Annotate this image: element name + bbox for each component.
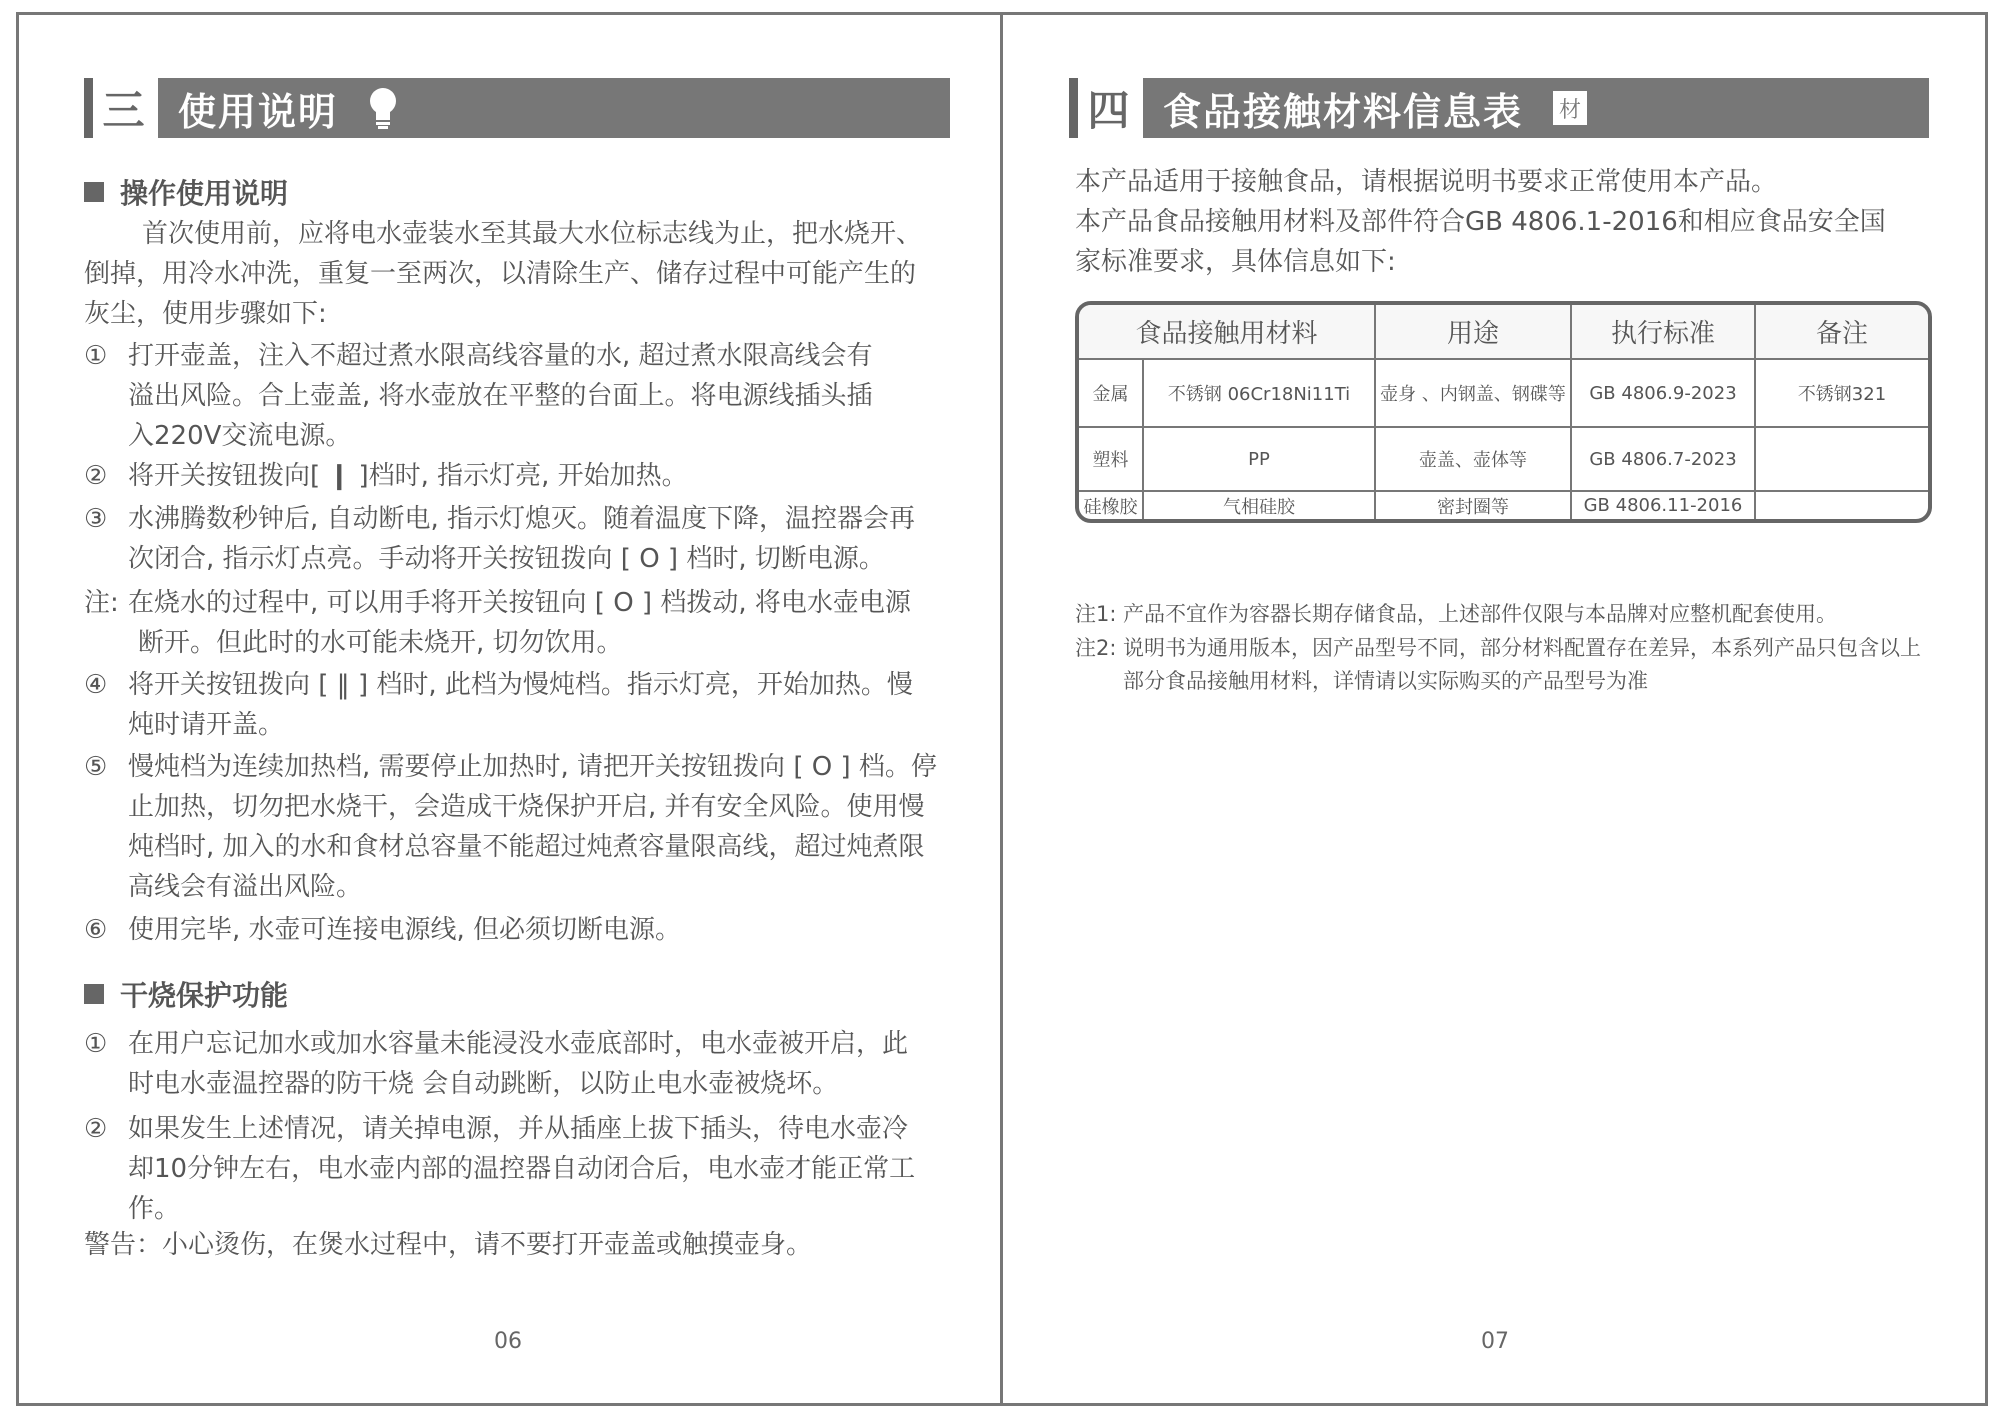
table-header: 食品接触用材料 [1079,305,1375,359]
step-number: ② [84,461,108,491]
material-name: 气相硅胶 [1143,491,1375,519]
step-item [84,747,964,907]
section-title-bar [158,78,950,138]
section-title-bar [1143,78,1929,138]
section-number: 三 [84,78,154,138]
table-row [1079,491,1928,519]
intro-line: 家标准要求，具体信息如下: [1075,247,1396,277]
operation-heading [84,172,288,212]
note-line: 产品不宜作为容器长期存储食品，上述部件仅限与本品牌对应整机配套使用。 [1123,602,1837,626]
material-use: 密封圈等 [1375,491,1571,519]
step-line: 高线会有溢出风险。 [128,872,363,902]
step-item [84,665,964,745]
material-category: 硅橡胶 [1079,491,1143,519]
step-number: ② [84,1114,108,1144]
dry-burn-heading [84,974,288,1014]
bulb-icon [368,88,398,128]
step-line: 将开关按钮拨向 [ ‖ ] 档时, 此档为慢炖档。指示灯亮，开始加热。慢 [128,670,913,700]
material-remark: 不锈钢321 [1755,359,1928,427]
table-row [1079,427,1928,491]
intro-line: 本产品食品接触用材料及部件符合GB 4806.1-2016和相应食品安全国 [1075,207,1886,237]
table-header: 备注 [1755,305,1928,359]
material-icon: 材 [1553,91,1587,125]
note-line: 说明书为通用版本，因产品型号不同，部分材料配置存在差异，本系列产品只包含以上 [1123,636,1921,660]
section-title: 使用说明 [178,89,339,134]
note-line: 断开。但此时的水可能未烧开, 切勿饮用。 [138,628,623,658]
step-item [84,456,964,496]
operation-intro [84,214,974,334]
section-number: 四 [1069,78,1139,138]
intro-line: 倒掉，用冷水冲洗，重复一至两次，以清除生产、储存过程中可能产生的 [84,259,917,289]
material-remark [1755,427,1928,491]
right-page [1003,12,1985,1406]
step-line: 炖时请开盖。 [128,710,285,740]
note-line: 在烧水的过程中, 可以用手将开关按钮向 [ O ] 档拨动, 将电水壶电源 [128,588,911,618]
intro-line: 首次使用前，应将电水壶装水至其最大水位标志线为止，把水烧开、 [142,219,923,249]
step-line: 作。 [128,1194,181,1224]
section-title: 食品接触材料信息表 [1163,89,1524,134]
step-number: ① [84,1029,108,1059]
step-line: 时电水壶温控器的防干烧 会自动跳断，以防止电水壶被烧坏。 [128,1069,839,1099]
intro-line: 本产品适用于接触食品，请根据说明书要求正常使用本产品。 [1075,167,1778,197]
left-page [19,12,1000,1406]
warning-text: 警告：小心烫伤，在煲水过程中，请不要打开壶盖或触摸壶身。 [84,1230,813,1260]
material-name: PP [1143,427,1375,491]
step-line: 在用户忘记加水或加水容量未能浸没水壶底部时，电水壶被开启，此 [128,1029,909,1059]
step-line: 炖档时, 加入的水和食材总容量不能超过炖煮容量限高线，超过炖煮限 [128,832,925,862]
table-header: 执行标准 [1571,305,1755,359]
table-note [1075,632,1955,698]
table-header: 用途 [1375,305,1571,359]
page-number: 07 [1481,1329,1509,1354]
material-category: 塑料 [1079,427,1143,491]
operation-note [84,583,964,663]
step-number: ⑤ [84,752,108,782]
food-contact-table [1075,301,1932,523]
operation-heading-text: 操作使用说明 [120,177,289,210]
material-category: 金属 [1079,359,1143,427]
material-standard: GB 4806.9-2023 [1571,359,1755,427]
section-header [84,78,950,138]
dry-burn-item [84,1024,964,1104]
page-number: 06 [494,1329,522,1354]
step-line: 溢出风险。合上壶盖, 将水壶放在平整的台面上。将电源线插头插 [128,381,873,411]
step-number: ④ [84,670,108,700]
step-item [84,336,964,456]
material-standard: GB 4806.7-2023 [1571,427,1755,491]
step-line: 打开壶盖，注入不超过煮水限高线容量的水, 超过煮水限高线会有 [128,341,873,371]
note-label: 注2: [1075,636,1117,660]
table-note [1075,598,1955,631]
step-line: 次闭合, 指示灯点亮。手动将开关按钮拨向 [ O ] 档时, 切断电源。 [128,544,885,574]
step-number: ① [84,341,108,371]
note-label: 注1: [1075,602,1117,626]
step-line: 入220V交流电源。 [128,421,352,451]
step-line: 如果发生上述情况，请关掉电源，并从插座上拔下插头，待电水壶冷 [128,1114,909,1144]
material-remark [1755,491,1928,519]
step-line: 水沸腾数秒钟后, 自动断电, 指示灯熄灭。随着温度下降，温控器会再 [128,504,916,534]
square-bullet-icon [84,984,104,1004]
material-use: 壶身 、内钢盖、钢碟等 [1375,359,1571,427]
section-header [1069,78,1929,138]
table-row [1079,359,1928,427]
material-use: 壶盖、壶体等 [1375,427,1571,491]
step-line: 使用完毕, 水壶可连接电源线, 但必须切断电源。 [128,915,682,945]
table-header-row [1079,305,1928,359]
step-number: ③ [84,504,108,534]
intro-line: 灰尘，使用步骤如下: [84,299,327,329]
note-line: 部分食品接触用材料，详情请以实际购买的产品型号为准 [1123,669,1648,693]
step-line: 却10分钟左右，电水壶内部的温控器自动闭合后，电水壶才能正常工 [128,1154,916,1184]
step-item [84,910,964,950]
step-item [84,499,964,579]
note-label: 注: [84,588,119,618]
material-standard: GB 4806.11-2016 [1571,491,1755,519]
dry-burn-item [84,1109,964,1229]
square-bullet-icon [84,182,104,202]
step-line: 止加热，切勿把水烧干，会造成干烧保护开启, 并有安全风险。使用慢 [128,792,925,822]
step-number: ⑥ [84,915,108,945]
step-line: 将开关按钮拨向[ ❙ ]档时, 指示灯亮, 开始加热。 [128,461,688,491]
dry-burn-heading-text: 干烧保护功能 [120,979,289,1012]
step-line: 慢炖档为连续加热档, 需要停止加热时, 请把开关按钮拨向 [ O ] 档。停 [128,752,937,782]
table-intro [1075,162,1955,282]
material-name: 不锈钢 06Cr18Ni11Ti [1143,359,1375,427]
